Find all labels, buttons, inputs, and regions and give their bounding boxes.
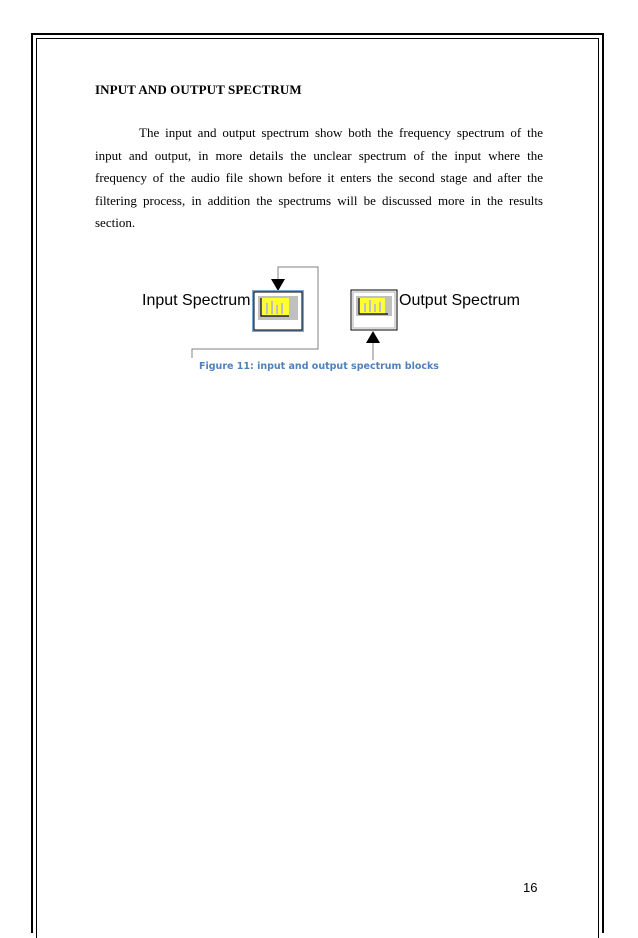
page-number: 16 xyxy=(523,880,538,895)
section-heading: INPUT AND OUTPUT SPECTRUM xyxy=(95,82,302,97)
body-paragraph: The input and output spectrum show both the frequency spectrum of the input and output, in more details the unclear spectrum of the input where the frequency of the audio file shown before it enters the second stage and after the filtering process, in addition the spectrums will be discussed more in the results section. xyxy=(95,125,543,230)
output-spectrum-label: Output Spectrum xyxy=(399,292,520,309)
input-spectrum-label: Input Spectrum xyxy=(142,292,251,309)
figure-caption: Figure 11: input and output spectrum blocks xyxy=(199,361,439,372)
